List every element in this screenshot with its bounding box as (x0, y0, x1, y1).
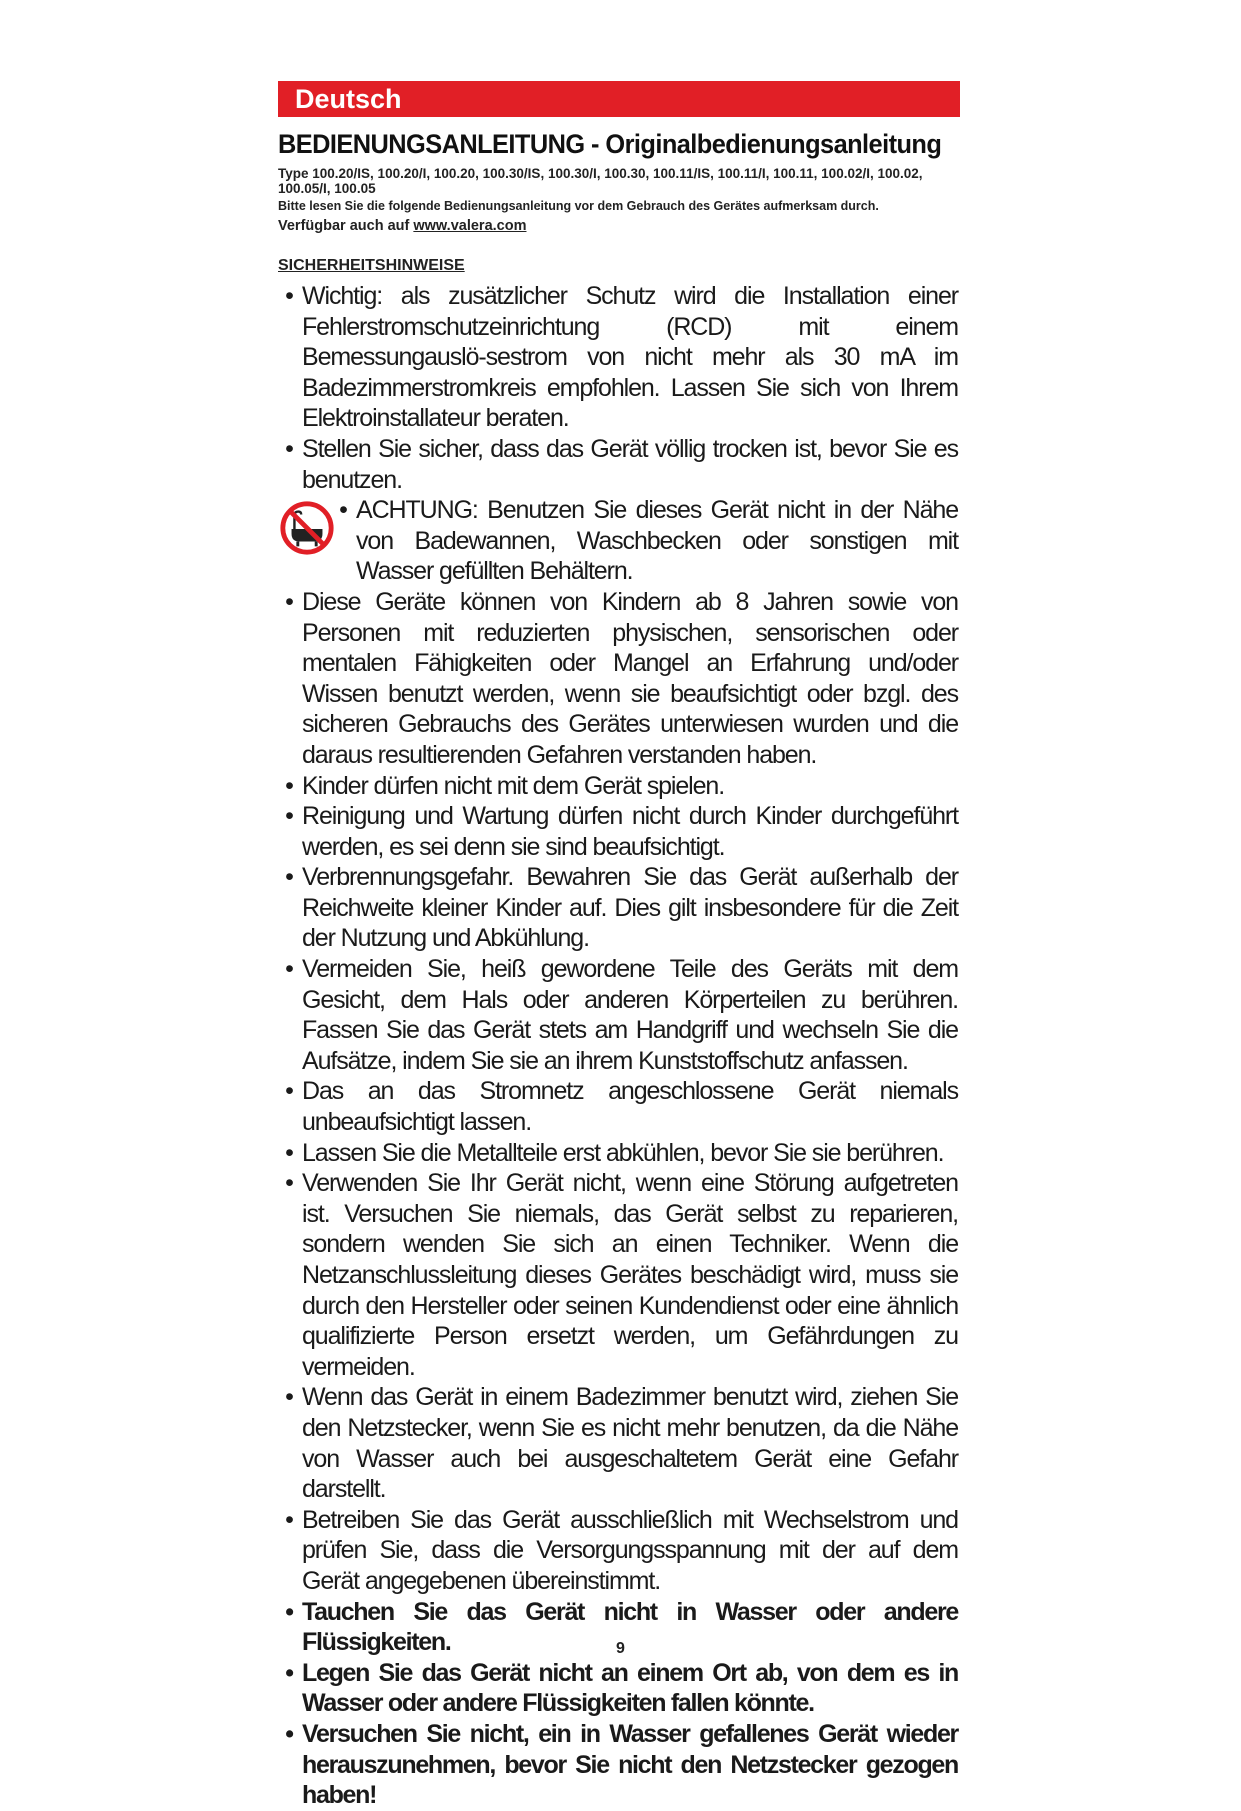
list-item-bold (278, 1719, 958, 1811)
bullet: • (285, 434, 293, 463)
list-item-text: Lassen Sie die Metallteile erst abkühlen, bevor Sie sie berühren. (302, 1138, 944, 1167)
model-types: Type 100.20/IS, 100.20/I, 100.20, 100.30/IS, 100.30/I, 100.30, 100.11/IS, 100.11/I, 100.11, 100.02/I, 100.02, 100.05/I, 100.05 (278, 166, 923, 196)
no-bathtub-icon (278, 499, 336, 557)
availability-prefix: Verfügbar auch auf (278, 218, 414, 234)
bullet: • (285, 802, 293, 831)
list-item (278, 771, 958, 802)
bullet: • (285, 282, 293, 310)
list-item-text: Legen Sie das Gerät nicht an einem Ort ab, von dem es in Wasser oder andere Flüssigkeiten fallen könnte. (302, 1658, 958, 1718)
list-item-text: Wichtig: als zusätzlicher Schutz wird die Installation einer Fehlerstromschutzeinrichtung (RCD) mit einem Bemessungauslö-sestrom von nicht mehr als 30 mA im Badezimmerstromkreis empfohlen. Lassen Sie sich von Ihrem Elektroinstallateur beraten. (302, 282, 958, 433)
list-item (278, 1382, 958, 1504)
bullet: • (285, 771, 293, 800)
bullet: • (285, 1169, 293, 1198)
bullet: • (339, 496, 347, 525)
page-number: 9 (616, 1640, 625, 1657)
section-heading: SICHERHEITSHINWEISE (278, 257, 465, 274)
bullet: • (285, 587, 293, 616)
list-item (278, 862, 958, 954)
bullet: • (285, 1383, 293, 1412)
safety-instructions-list (278, 281, 958, 1811)
language-banner: Deutsch (278, 81, 960, 117)
list-item-text: Diese Geräte können von Kindern ab 8 Jahren sowie von Personen mit reduzierten physischen, sensorischen oder mentalen Fähigkeiten oder Mangel an Erfahrung und/oder Wissen benutzt werden, wenn sie beaufsichtigt oder bzgl. des sicheren Gebrauchs des Gerätes unterwiesen wurden und die daraus resultierenden Gefahren verstanden haben. (302, 587, 958, 769)
list-item-bold (278, 1658, 958, 1719)
list-item-text: Versuchen Sie nicht, ein in Wasser gefallenes Gerät wieder herauszunehmen, bevor Sie nicht den Netzstecker gezogen haben! (302, 1719, 958, 1810)
list-item-text: Reinigung und Wartung dürfen nicht durch Kinder durchgeführt werden, es sei denn sie sind beaufsichtigt. (302, 802, 958, 861)
list-item (278, 801, 958, 862)
read-instructions-note: Bitte lesen Sie die folgende Bedienungsanleitung vor dem Gebrauch des Gerätes aufmerksam durch. (278, 199, 879, 213)
bullet: • (285, 1505, 293, 1534)
bullet: • (285, 1719, 293, 1748)
list-item-text: Verwenden Sie Ihr Gerät nicht, wenn eine Störung aufgetreten ist. Versuchen Sie niemals, das Gerät selbst zu reparieren, sondern wenden Sie sich an einen Techniker. Wenn die Netzanschlussleitung dieses Gerätes beschädigt wird, muss sie durch den Hersteller oder seinen Kundendienst oder eine ähnlich qualifizierte Person ersetzt werden, um Gefährdungen zu vermeiden. (302, 1169, 958, 1381)
list-item (278, 587, 958, 771)
bullet: • (285, 955, 293, 984)
bullet: • (285, 1138, 293, 1167)
list-item-text: Das an das Stromnetz angeschlossene Gerät niemals unbeaufsichtigt lassen. (302, 1077, 958, 1137)
list-item-text: ACHTUNG: Benutzen Sie dieses Gerät nicht in der Nähe von Badewannen, Waschbecken oder sonstigen mit Wasser gefüllten Behältern. (356, 496, 958, 586)
bullet: • (285, 863, 293, 892)
list-item (278, 1168, 958, 1382)
list-item (278, 1138, 958, 1169)
bullet: • (285, 1658, 293, 1687)
list-item (278, 434, 958, 495)
bullet: • (285, 1077, 293, 1106)
availability-note (278, 218, 526, 234)
list-item-text: Verbrennungsgefahr. Bewahren Sie das Gerät außerhalb der Reichweite kleiner Kinder auf. Dies gilt insbesondere für die Zeit der Nutzung und Abkühlung. (302, 863, 958, 953)
website-link[interactable]: www.valera.com (413, 218, 527, 234)
list-item-text: Wenn das Gerät in einem Badezimmer benutzt wird, ziehen Sie den Netzstecker, wenn Sie es nicht mehr benutzen, da die Nähe von Wasser auch bei ausgeschaltetem Gerät eine Gefahr darstellt. (302, 1383, 958, 1504)
list-item (278, 954, 958, 1076)
list-item (278, 281, 958, 434)
list-item (278, 1076, 958, 1137)
document-title: BEDIENUNGSANLEITUNG - Originalbedienungsanleitung (278, 129, 942, 159)
list-item-text: Stellen Sie sicher, dass das Gerät völlig trocken ist, bevor Sie es benutzen. (302, 434, 958, 494)
list-item-text: Kinder dürfen nicht mit dem Gerät spielen. (302, 771, 725, 800)
bullet: • (285, 1597, 293, 1626)
list-item-text: Tauchen Sie das Gerät nicht in Wasser oder andere Flüssigkeiten. (302, 1597, 958, 1657)
list-item-text: Vermeiden Sie, heiß gewordene Teile des Geräts mit dem Gesicht, dem Hals oder anderen Körperteilen zu berühren. Fassen Sie das Gerät stets am Handgriff und wechseln Sie die Aufsätze, indem Sie sie an ihrem Kunststoffschutz anfassen. (302, 955, 958, 1075)
list-item (278, 1505, 958, 1597)
list-item-warning (278, 495, 958, 587)
list-item-text: Betreiben Sie das Gerät ausschließlich mit Wechselstrom und prüfen Sie, dass die Versorgungsspannung mit der auf dem Gerät angegebenen übereinstimmt. (302, 1505, 958, 1595)
